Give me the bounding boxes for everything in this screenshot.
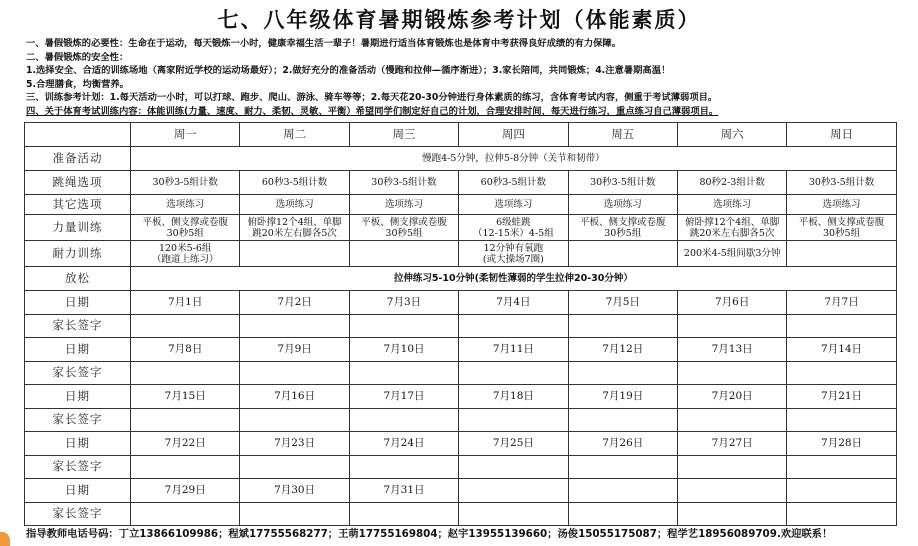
note-necessity: 一、暑假锻炼的必要性：生命在于运动，每天锻炼一小时，健康幸福生活一辈子！暑期进行适当体育锻炼也是体育中考获得良好成绩的有力保障。 [26,38,622,49]
strength-row [25,215,897,241]
day-header: 周一 [131,123,240,147]
signature-row [25,314,897,338]
rope-row [25,171,897,195]
note-safety-items: 1.选择安全、合适的训练场地（离家附近学校的运动场最好）；2.做好充分的准备活动（慢跑和拉伸—循序渐进）；3.家长陪同，共同锻炼；4.注意暑期高温！ [26,65,671,77]
date-cell: 7月28日 [787,432,896,456]
note-training-plan: 三、训练参考计划：1.每天活动一小时，可以打球、跑步、爬山、游泳、骑车等等；2.每天花20-30分钟进行身体素质的练习，含体育考试内容，侧重于考试薄弱项目。 [26,92,718,104]
signature-cell[interactable] [131,455,240,479]
date-cell: 7月9日 [240,338,349,362]
day-header: 周日 [787,123,896,147]
signature-cell[interactable] [459,502,568,526]
strength-cell [677,215,786,241]
row-label: 家长签字 [25,314,131,338]
row-label: 耐力训练 [25,241,131,267]
signature-cell[interactable] [459,455,568,479]
day-header: 周五 [568,123,677,147]
date-row [25,479,897,503]
note-exam-content: 四、关于体育考试训练内容：体能训练(力量、速度、耐力、柔韧、灵敏、平衡）希望同学们制定好自己的计划，合理安排时间，每天进行练习，重点练习自己薄弱项目。 [26,105,719,117]
line: （跑道上练习） [151,253,219,265]
row-label: 力量训练 [25,215,131,241]
signature-cell[interactable] [349,502,458,526]
teacher-contacts: 指导教师电话号码：丁立13866109986；程斌17755568277；王萌17755169804；赵宇13955139660；汤俊15055175087；程学艺18956089709.欢迎联系！ [26,528,833,540]
rope-cell: 30秒3-5组计数 [568,171,677,195]
rope-cell: 60秒3-5组计数 [240,171,349,195]
signature-cell[interactable] [131,502,240,526]
signature-cell[interactable] [677,502,786,526]
date-cell: 7月20日 [677,385,786,409]
other-cell: 选项练习 [240,195,349,215]
date-cell: 7月3日 [349,291,458,315]
date-cell [568,479,677,503]
signature-cell[interactable] [677,408,786,432]
signature-cell[interactable] [787,314,896,338]
date-cell: 7月18日 [459,385,568,409]
date-cell [677,479,786,503]
signature-cell[interactable] [131,408,240,432]
date-cell: 7月19日 [568,385,677,409]
corner-cell [25,123,131,147]
row-label: 家长签字 [25,408,131,432]
date-row [25,338,897,362]
date-cell: 7月8日 [131,338,240,362]
row-label: 日期 [25,432,131,456]
date-cell: 7月23日 [240,432,349,456]
endurance-cell [459,241,568,267]
row-label: 日期 [25,479,131,503]
signature-cell[interactable] [240,314,349,338]
day-header: 周四 [459,123,568,147]
day-header: 周六 [677,123,786,147]
endurance-cell [131,241,240,267]
line: 跳20米左右脚各5次 [252,227,337,239]
other-cell: 选项练习 [459,195,568,215]
signature-cell[interactable] [240,455,349,479]
signature-cell[interactable] [349,455,458,479]
signature-cell[interactable] [240,408,349,432]
other-cell: 选项练习 [787,195,896,215]
row-label: 家长签字 [25,502,131,526]
row-label: 日期 [25,291,131,315]
row-label: 家长签字 [25,361,131,385]
warmup-text: 慢跑4-5分钟，拉伸5-8分钟（关节和韧带） [131,147,897,171]
date-cell: 7月26日 [568,432,677,456]
strength-cell [240,215,349,241]
endurance-row [25,241,897,267]
date-cell: 7月1日 [131,291,240,315]
row-label: 日期 [25,385,131,409]
signature-cell[interactable] [459,361,568,385]
line: 平板、侧支撑或卷腹 [361,216,447,228]
strength-cell [568,215,677,241]
signature-cell[interactable] [677,361,786,385]
strength-cell [459,215,568,241]
date-cell: 7月29日 [131,479,240,503]
date-cell [787,479,896,503]
training-schedule-table [24,122,897,526]
date-cell [459,479,568,503]
date-cell: 7月4日 [459,291,568,315]
date-cell: 7月12日 [568,338,677,362]
signature-cell[interactable] [459,314,568,338]
date-cell: 7月27日 [677,432,786,456]
endurance-cell [787,241,896,267]
date-cell: 7月22日 [131,432,240,456]
line: 6级蛙跳 [496,216,531,228]
rope-cell: 30秒3-5组计数 [787,171,896,195]
strength-cell [787,215,896,241]
other-cell: 选项练习 [349,195,458,215]
date-cell: 7月16日 [240,385,349,409]
endurance-cell [677,241,786,267]
date-cell: 7月21日 [787,385,896,409]
row-label: 其它选项 [25,195,131,215]
line: 12分钟有氧跑 [483,242,544,254]
header-row [25,123,897,147]
day-header: 周二 [240,123,349,147]
signature-cell[interactable] [240,361,349,385]
line: 120米5-6组 [158,242,212,254]
date-cell: 7月13日 [677,338,786,362]
signature-cell[interactable] [568,408,677,432]
endurance-cell [349,241,458,267]
signature-cell[interactable] [568,502,677,526]
signature-cell[interactable] [677,314,786,338]
line: 30秒5组 [385,227,423,239]
note-nutrition: 5.合理膳食，均衡营养。 [26,78,129,90]
row-label: 跳绳选项 [25,171,131,195]
date-cell: 7月6日 [677,291,786,315]
other-cell: 选项练习 [131,195,240,215]
cooldown-row [25,267,897,291]
line: 平板、侧支撑或卷腹 [142,216,228,228]
line: 俯卧撑12个4组、单脚 [685,216,780,228]
line: 平板、侧支撑或卷腹 [798,216,885,228]
signature-cell[interactable] [568,361,677,385]
signature-cell[interactable] [240,502,349,526]
other-row [25,195,897,215]
row-label: 放松 [25,267,131,291]
rope-cell: 30秒3-5组计数 [349,171,458,195]
signature-row [25,502,897,526]
signature-cell[interactable] [459,408,568,432]
other-cell: 选项练习 [568,195,677,215]
page-title: 七、八年级体育暑期锻炼参考计划（体能素质） [217,8,701,32]
date-cell: 7月30日 [240,479,349,503]
signature-row [25,455,897,479]
date-row [25,432,897,456]
signature-cell[interactable] [349,361,458,385]
other-cell: 选项练习 [677,195,786,215]
line: （12-15米）4-5组 [473,227,554,239]
strength-cell [131,215,240,241]
line: 俯卧撑12个4组、单脚 [247,216,342,228]
day-header: 周三 [349,123,458,147]
signature-cell[interactable] [787,502,896,526]
strength-cell [349,215,458,241]
rope-cell: 60秒3-5组计数 [459,171,568,195]
signature-cell[interactable] [677,455,786,479]
signature-cell[interactable] [131,361,240,385]
line: 跳20米左右脚各5次 [689,227,775,239]
row-label: 日期 [25,338,131,362]
signature-cell[interactable] [349,314,458,338]
cooldown-text: 拉伸练习5-10分钟(柔韧性薄弱的学生拉伸20-30分钟） [131,267,897,291]
endurance-cell [240,241,349,267]
date-cell: 7月24日 [349,432,458,456]
date-cell: 7月7日 [787,291,896,315]
signature-cell[interactable] [568,314,677,338]
endurance-cell [568,241,677,267]
date-cell: 7月2日 [240,291,349,315]
rope-cell: 80秒2-3组计数 [677,171,786,195]
line: 200米4-5组间歇3分钟 [683,248,781,259]
date-cell: 7月10日 [349,338,458,362]
signature-row [25,361,897,385]
note-safety-heading: 二、暑假锻炼的安全性： [26,51,129,63]
date-cell: 7月14日 [787,338,896,362]
rope-cell: 30秒3-5组计数 [131,171,240,195]
line: 平板、侧支撑或卷腹 [580,216,666,228]
date-row [25,385,897,409]
signature-cell[interactable] [787,361,896,385]
signature-cell[interactable] [787,408,896,432]
date-cell: 7月11日 [459,338,568,362]
date-row [25,291,897,315]
date-cell: 7月5日 [568,291,677,315]
line: (或大操场7圈) [482,253,544,265]
date-cell: 7月25日 [459,432,568,456]
warmup-row [25,147,897,171]
date-cell: 7月15日 [131,385,240,409]
line: 30秒5组 [822,227,861,239]
signature-cell[interactable] [131,314,240,338]
date-cell: 7月17日 [349,385,458,409]
signature-row [25,408,897,432]
row-label: 家长签字 [25,455,131,479]
signature-cell[interactable] [568,455,677,479]
signature-cell[interactable] [349,408,458,432]
intro-notes [26,37,906,119]
signature-cell[interactable] [787,455,896,479]
line: 30秒5组 [166,227,204,239]
line: 30秒5组 [604,227,642,239]
row-label: 准备活动 [25,147,131,171]
date-cell: 7月31日 [349,479,458,503]
